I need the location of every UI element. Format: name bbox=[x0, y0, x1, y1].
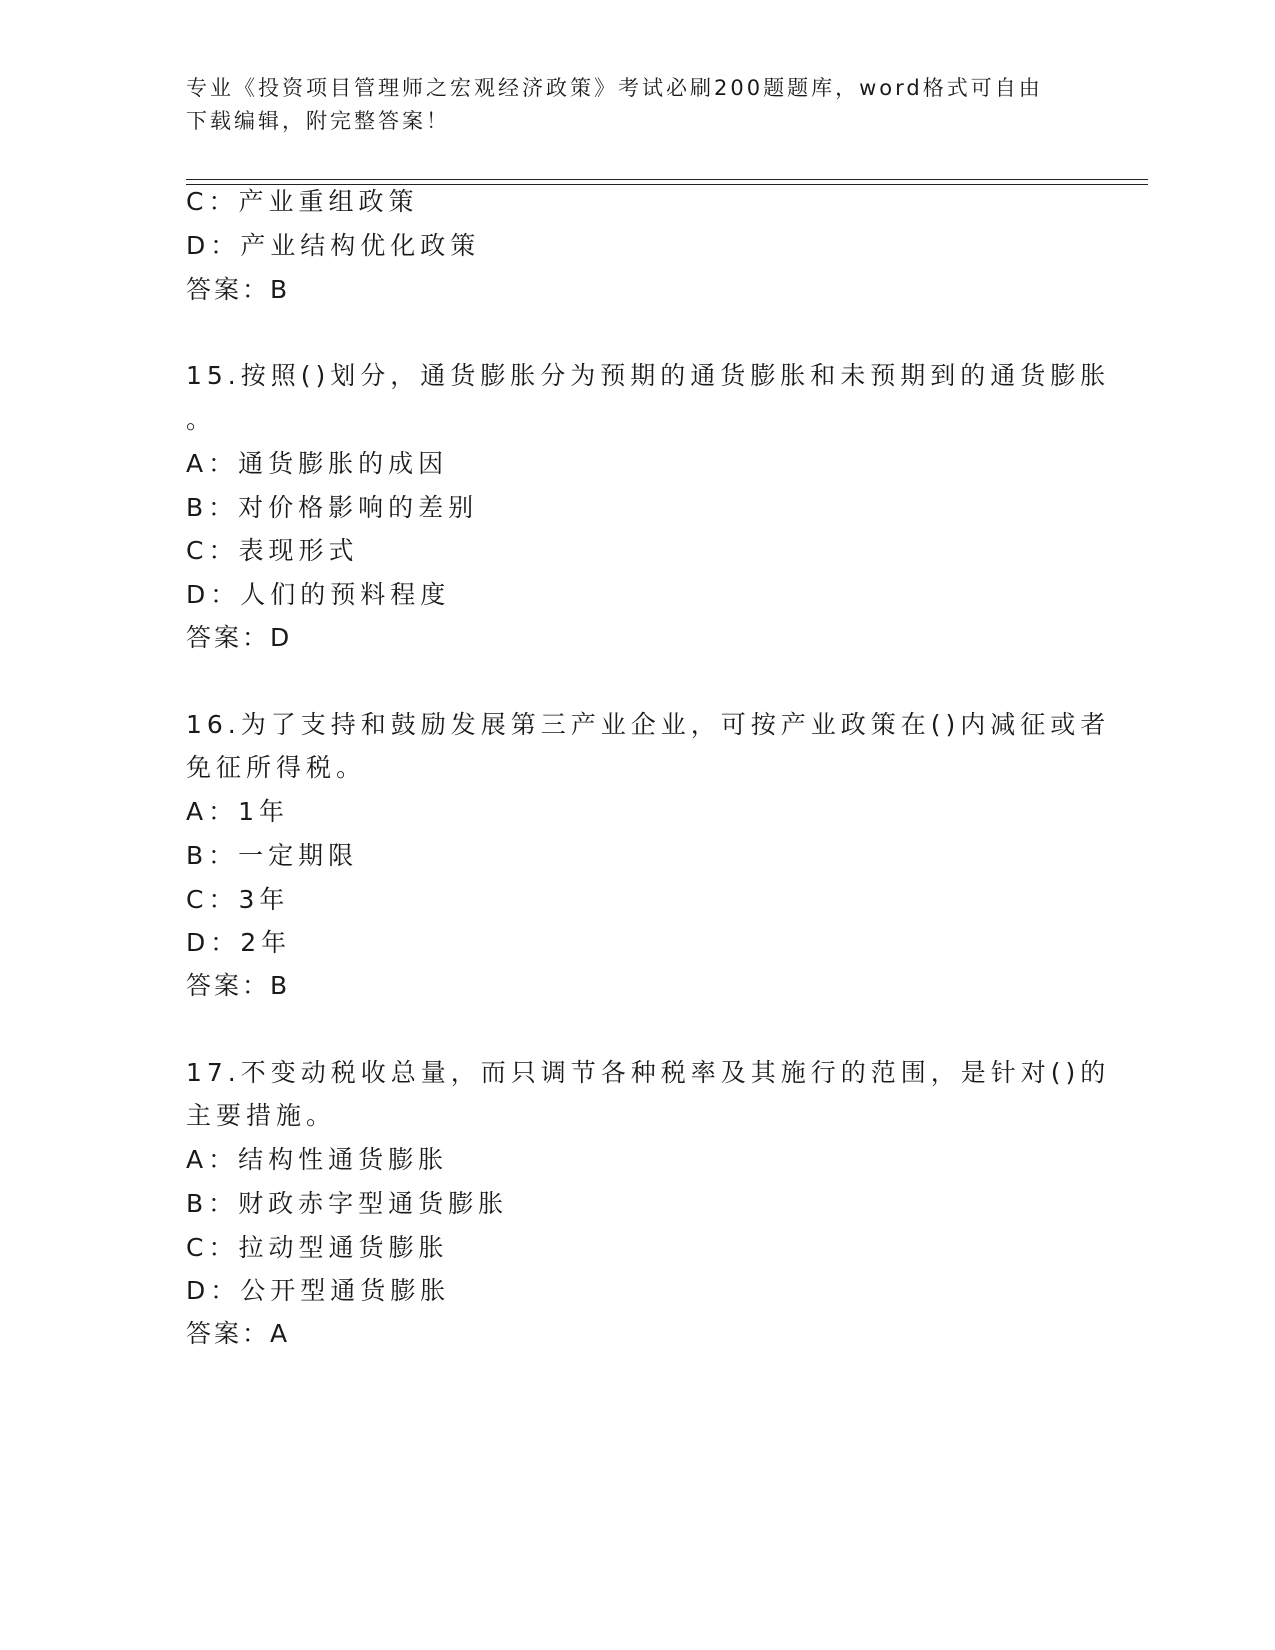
question-stem-line: 17.不变动税收总量，而只调节各种税率及其施行的范围，是针对()的 bbox=[186, 1058, 1111, 1087]
option-c: C：表现形式 bbox=[186, 536, 359, 565]
answer: 答案：D bbox=[186, 623, 293, 652]
option-c: C：拉动型通货膨胀 bbox=[186, 1233, 449, 1262]
answer: 答案：B bbox=[186, 275, 291, 304]
option-b: B：财政赤字型通货膨胀 bbox=[186, 1189, 509, 1218]
option-a: A：1年 bbox=[186, 797, 290, 826]
answer: 答案：B bbox=[186, 971, 291, 1000]
option-d: D：产业结构优化政策 bbox=[186, 231, 481, 260]
question-stem-line: 16.为了支持和鼓励发展第三产业企业，可按产业政策在()内减征或者 bbox=[186, 710, 1111, 739]
option-b: B：一定期限 bbox=[186, 841, 359, 870]
option-c: C：产业重组政策 bbox=[186, 187, 419, 216]
option-d: D：2年 bbox=[186, 928, 292, 957]
document-header: 专业《投资项目管理师之宏观经济政策》考试必刷200题题库，word格式可自由 下载编辑，附完整答案！ bbox=[186, 76, 1043, 133]
answer: 答案：A bbox=[186, 1319, 291, 1348]
option-d: D：公开型通货膨胀 bbox=[186, 1276, 451, 1305]
option-a: A：结构性通货膨胀 bbox=[186, 1145, 449, 1174]
option-d: D：人们的预料程度 bbox=[186, 580, 451, 609]
question-stem-line: 免征所得税。 bbox=[186, 753, 367, 782]
question-stem-line: 。 bbox=[186, 405, 217, 434]
question-stem-line: 15.按照()划分，通货膨胀分为预期的通货膨胀和未预期到的通货膨胀 bbox=[186, 361, 1111, 390]
option-b: B：对价格影响的差别 bbox=[186, 493, 479, 522]
header-divider-bottom bbox=[186, 184, 1148, 185]
question-stem-line: 主要措施。 bbox=[186, 1101, 337, 1130]
option-c: C：3年 bbox=[186, 885, 290, 914]
option-a: A：通货膨胀的成因 bbox=[186, 449, 449, 478]
header-divider-top bbox=[186, 179, 1148, 180]
